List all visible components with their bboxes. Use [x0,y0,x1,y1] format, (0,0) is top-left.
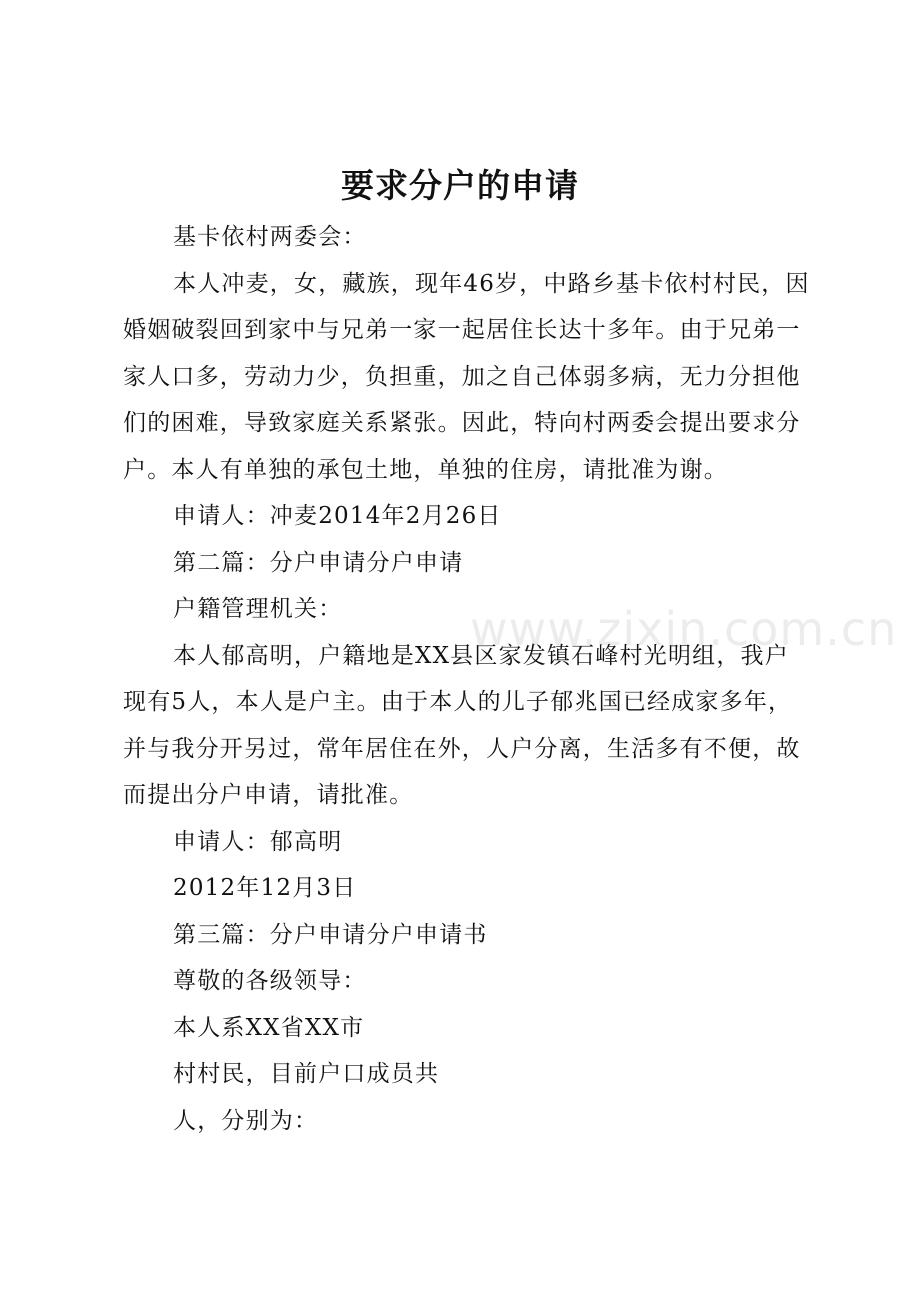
document-title: 要求分户的申请 [341,166,579,205]
document-body [123,214,813,1144]
section-heading-2: 第二篇：分户申请分户申请 [173,549,464,576]
watermark: www.zixin.com.cn [470,602,898,656]
section-heading-3: 第三篇：分户申请分户申请书 [173,921,488,948]
line-members-list: 人，分别为： [173,1107,319,1134]
salutation-household-registry: 户籍管理机关： [173,596,343,622]
salutation-village-committee: 基卡依村两委会： [173,224,367,250]
line-province-city: 本人系XX省XX市 [173,1014,365,1041]
paragraph-yugaoming-request: 本人郁高明，户籍地是XX县区家发镇石峰村光明组，我户现有5人，本人是户主。由于本人的儿子郁兆国已经成家多年，并与我分开另过，常年居住在外，人户分离，生活多有不便，故而提出分户申请，请批准。 [123,642,801,808]
salutation-leaders: 尊敬的各级领导： [173,968,367,994]
applicant-signature-date-1: 申请人：冲麦2014年2月26日 [173,503,502,529]
signature-date-2: 2012年12月3日 [173,875,357,901]
applicant-signature-2: 申请人：郁高明 [173,828,343,855]
paragraph-chongmai-request: 本人冲麦，女，藏族，现年46岁，中路乡基卡依村村民，因婚姻破裂回到家中与兄弟一家一起居住长达十多年。由于兄弟一家人口多，劳动力少，负担重，加之自己体弱多病，无力分担他们的困难，导致家庭关系紧张。因此，特向村两委会提出要求分户。本人有单独的承包土地，单独的住房，请批准为谢。 [123,270,810,483]
line-household-members: 村村民，目前户口成员共 [173,1061,440,1087]
